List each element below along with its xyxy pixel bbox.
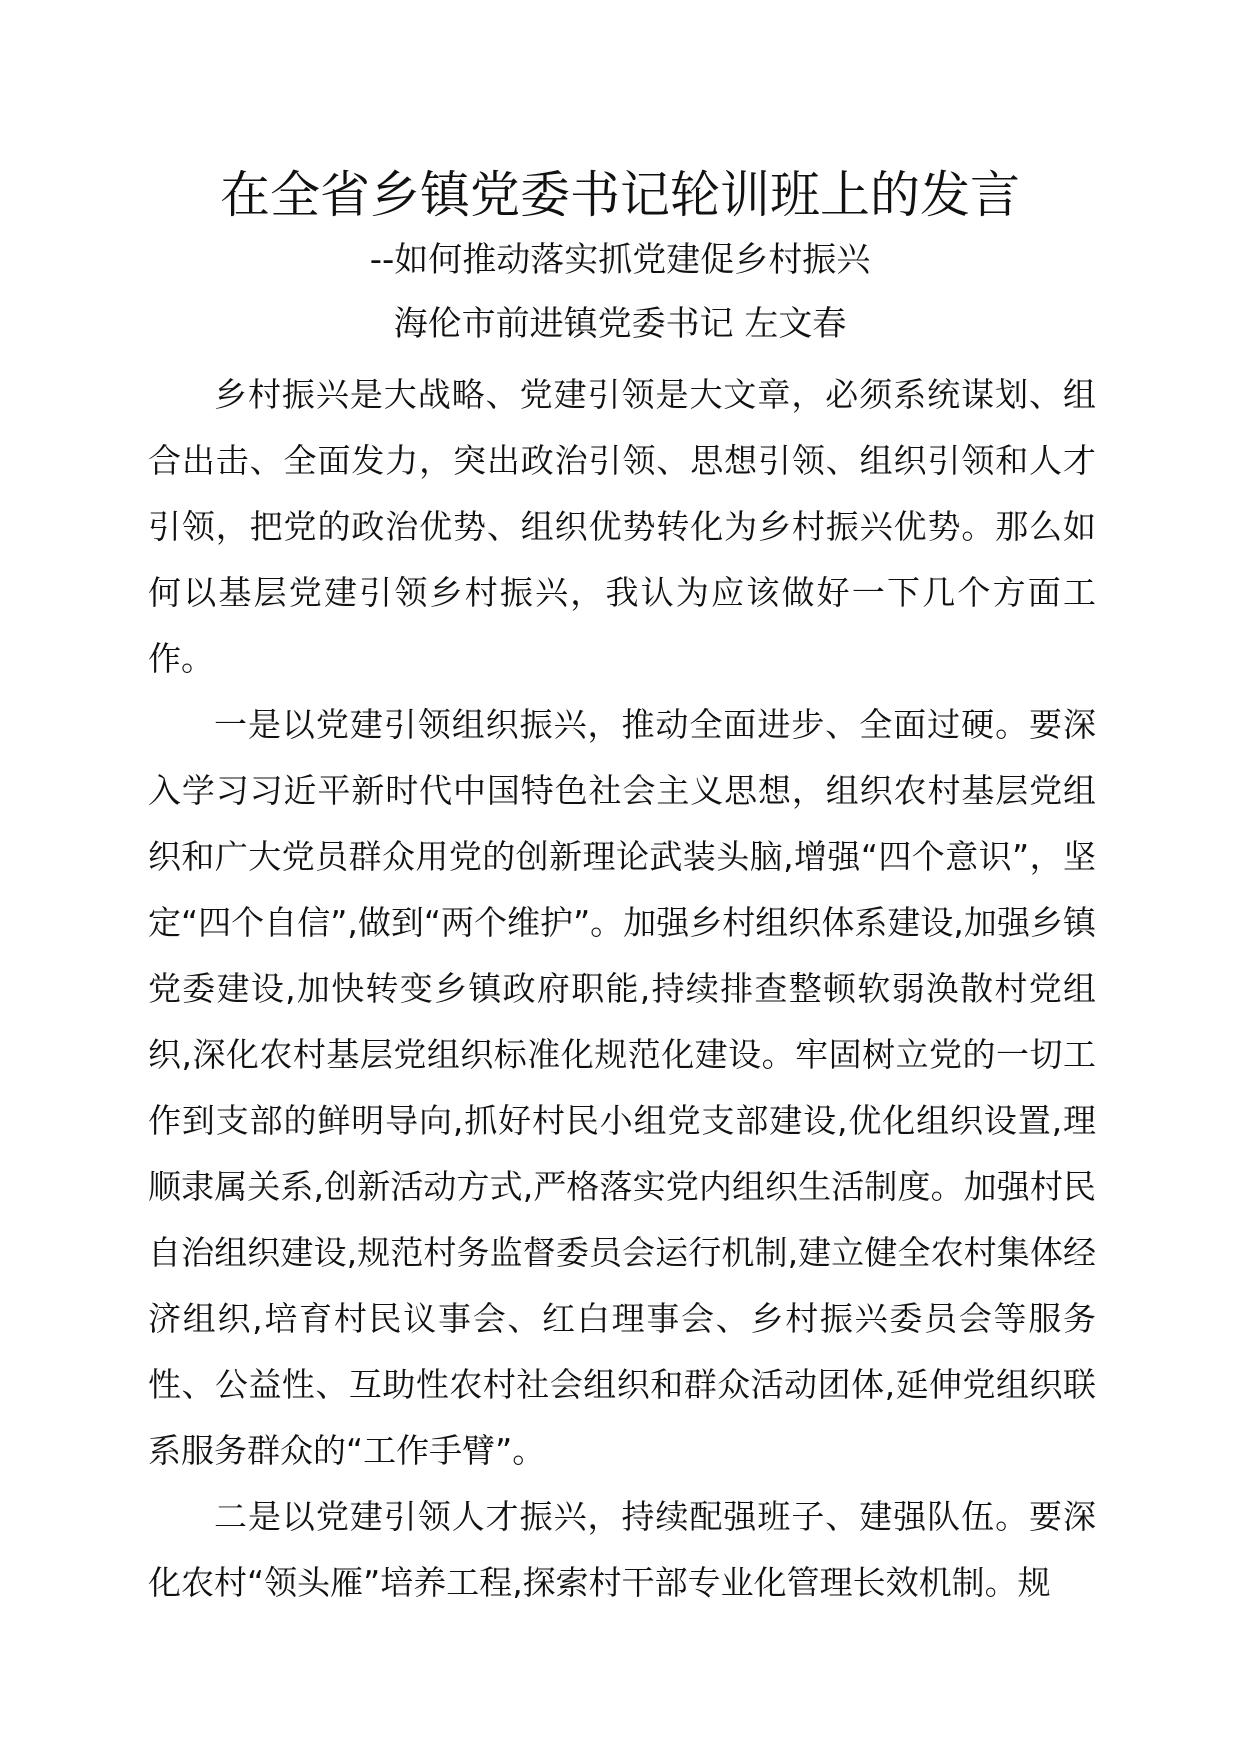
paragraph-1-text: 乡村振兴是大战略、党建引领是大文章，必须系统谋划、组合出击、全面发力，突出政治引领、思想引领、组织引领和人才引领，把党的政治优势、组织优势转化为乡村振兴优势。那么如何以基层党建引领乡村振兴，我认为应该做好一下几个方面工作。 xyxy=(148,375,1096,678)
paragraph-3-text: 要深化农村“领头雁”培养工程,探索村干部专业化管理长效机制。规 xyxy=(148,1497,1097,1602)
paragraph-2-lead: 一是以党建引领组织振兴，推动全面进步、全面过硬。 xyxy=(214,705,1030,744)
document-author: 海伦市前进镇党委书记 左文春 xyxy=(393,304,847,344)
paragraph-2 xyxy=(148,692,1096,1484)
document-title: 在全省乡镇党委书记轮训班上的发言 xyxy=(220,166,1020,224)
paragraph-3-lead: 二是以党建引领人才振兴，持续配强班子、建强队伍。 xyxy=(214,1497,1030,1536)
document-subtitle: --如何推动落实抓党建促乡村振兴 xyxy=(369,240,871,280)
document-body xyxy=(148,362,1096,1616)
paragraph-3 xyxy=(148,1484,1096,1616)
paragraph-2-text: 要深入学习习近平新时代中国特色社会主义思想，组织农村基层党组织和广大党员群众用党的创新理论武装头脑,增强“四个意识”，坚定“四个自信”,做到“两个维护”。加强乡村组织体系建设,加强乡镇党委建设,加快转变乡镇政府职能,持续排查整顿软弱涣散村党组织,深化农村基层党组织标准化规范化建设。牢固树立党的一切工作到支部的鲜明导向,抓好村民小组党支部建设,优化组织设置,理顺隶属关系,创新活动方式,严格落实党内组织生活制度。加强村民自治组织建设,规范村务监督委员会运行机制,建立健全农村集体经济组织,培育村民议事会、红白理事会、乡村振兴委员会等服务性、公益性、互助性农村社会组织和群众活动团体,延伸党组织联系服务群众的“工作手臂”。 xyxy=(148,705,1097,1470)
paragraph-1 xyxy=(148,362,1096,692)
